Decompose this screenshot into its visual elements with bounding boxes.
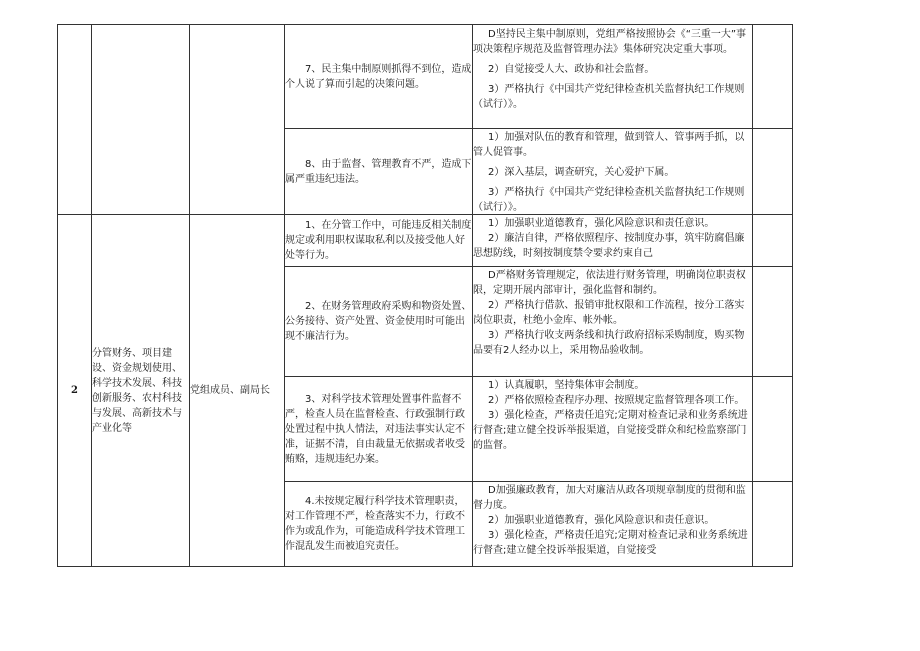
measure-item: 2）加强职业道德教育，强化风险意识和责任意识。 <box>488 514 715 526</box>
item-number: 2 <box>58 215 92 567</box>
measure-item: 2）深入基层，调查研究，关心爱护下属。 <box>488 166 675 178</box>
risk-point-cell <box>285 129 473 215</box>
risk-point-cell <box>285 25 473 129</box>
risk-point-text: 1、在分管工作中，可能违反相关制度规定或利用职权谋取私利以及接受他人好处等行为。 <box>285 220 472 261</box>
measure-item: 2）廉洁自律，严格依照程序、按制度办事，筑牢防腐倡廉思想防线，时刻按制度禁令要求约束自己 <box>473 232 745 259</box>
measure-item: 3）强化检查，严格责任追究;定期对检查记录和业务系统进行督查;建立健全投诉举报渠道，自觉接受群众和纪检监察部门的监督。 <box>473 409 748 451</box>
risk-point-text: 3、对科学技术管理处置事件监督不严，检查人员在监督检查、行政强制行政处置过程中执人情法，对违法事实认定不准，证据不清，自由裁量无依据或者收受贿赂，违规违纪办案。 <box>285 393 465 465</box>
table-row <box>58 215 793 267</box>
measure-item: 3）严格执行《中国共产党纪律检查机关监督执纪工作规则（试行）》。 <box>473 186 745 213</box>
remarks-cell <box>753 25 793 129</box>
remarks-cell <box>753 267 793 377</box>
measure-item: 2）严格执行借款、报销审批权限和工作流程，按分工落实岗位职责，杜绝小金库、帐外帐。 <box>473 299 745 326</box>
risk-point-cell <box>285 377 473 482</box>
remarks-cell <box>753 377 793 482</box>
risk-point-cell <box>285 215 473 267</box>
measure-item: D严格财务管理规定，依法进行财务管理，明确岗位职责权限，定期开展内部审计，强化监督和制约。 <box>473 269 746 296</box>
remarks-cell <box>753 129 793 215</box>
table-row <box>58 25 793 129</box>
risk-point-cell <box>285 482 473 567</box>
measure-item: 2）严格依照检查程序办理、按照规定监督管理各项工作。 <box>488 394 745 406</box>
risk-point-text: 7、民主集中制原则抓得不到位，造成个人说了算而引起的决策问题。 <box>285 63 472 90</box>
measure-item: 1）加强职业道德教育，强化风险意识和责任意识。 <box>488 217 715 229</box>
risk-point-text: 8、由于监督、管理教育不严，造成下属严重违纪违法。 <box>285 158 472 185</box>
measure-item: D加强廉政教育，加大对廉洁从政各项规章制度的贯彻和监督力度。 <box>473 484 746 511</box>
responsibility-area: 分管财务、项目建设、资金规划使用、科学技术发展、科技创新服务、农村科技与发展、高新技术与产业化等 <box>92 215 190 567</box>
post-title: 党组成员、副局长 <box>190 215 285 567</box>
measure-item: D坚持民主集中制原则，党组严格按照协会《“三重一大”事项决策程序规范及监督管理办法》集体研究决定重大事项。 <box>473 28 747 55</box>
measures-cell <box>473 482 753 567</box>
measures-cell <box>473 377 753 482</box>
risk-point-cell <box>285 267 473 377</box>
post-cell-empty <box>190 25 285 215</box>
measures-cell <box>473 215 753 267</box>
measure-item: 1）认真履职，坚持集体审会制度。 <box>488 379 645 391</box>
measure-item: 3）强化检查，严格责任追究;定期对检查记录和业务系统进行督查;建立健全投诉举报渠道，自觉接受 <box>473 529 748 556</box>
area-cell-empty <box>92 25 190 215</box>
measures-cell <box>473 267 753 377</box>
measure-item: 3）严格执行《中国共产党纪律检查机关监督执纪工作规则（试行）》。 <box>473 83 745 110</box>
remarks-cell <box>753 215 793 267</box>
measure-item: 3）严格执行收支两条线和执行政府招标采购制度，购买物品要有2人经办以上，采用物品验收制。 <box>473 329 745 356</box>
measures-cell <box>473 25 753 129</box>
risk-table <box>57 24 793 567</box>
measures-cell <box>473 129 753 215</box>
measure-item: 1）加强对队伍的教育和管理，做到管人、管事两手抓，以管人促管事。 <box>473 131 745 158</box>
remarks-cell <box>753 482 793 567</box>
measure-item: 2）自觉接受人大、政协和社会监督。 <box>488 63 655 75</box>
number-cell-empty <box>58 25 92 215</box>
risk-point-text: 4.未按规定履行科学技术管理职责，对工作管理不严，检查落实不力，行政不作为或乱作为，可能造成科学技术管理工作混乱发生而被追究责任。 <box>285 496 465 552</box>
risk-point-text: 2、在财务管理政府采购和物资处置、公务接待、资产处置、资金使用时可能出现不廉洁行为。 <box>285 301 472 342</box>
